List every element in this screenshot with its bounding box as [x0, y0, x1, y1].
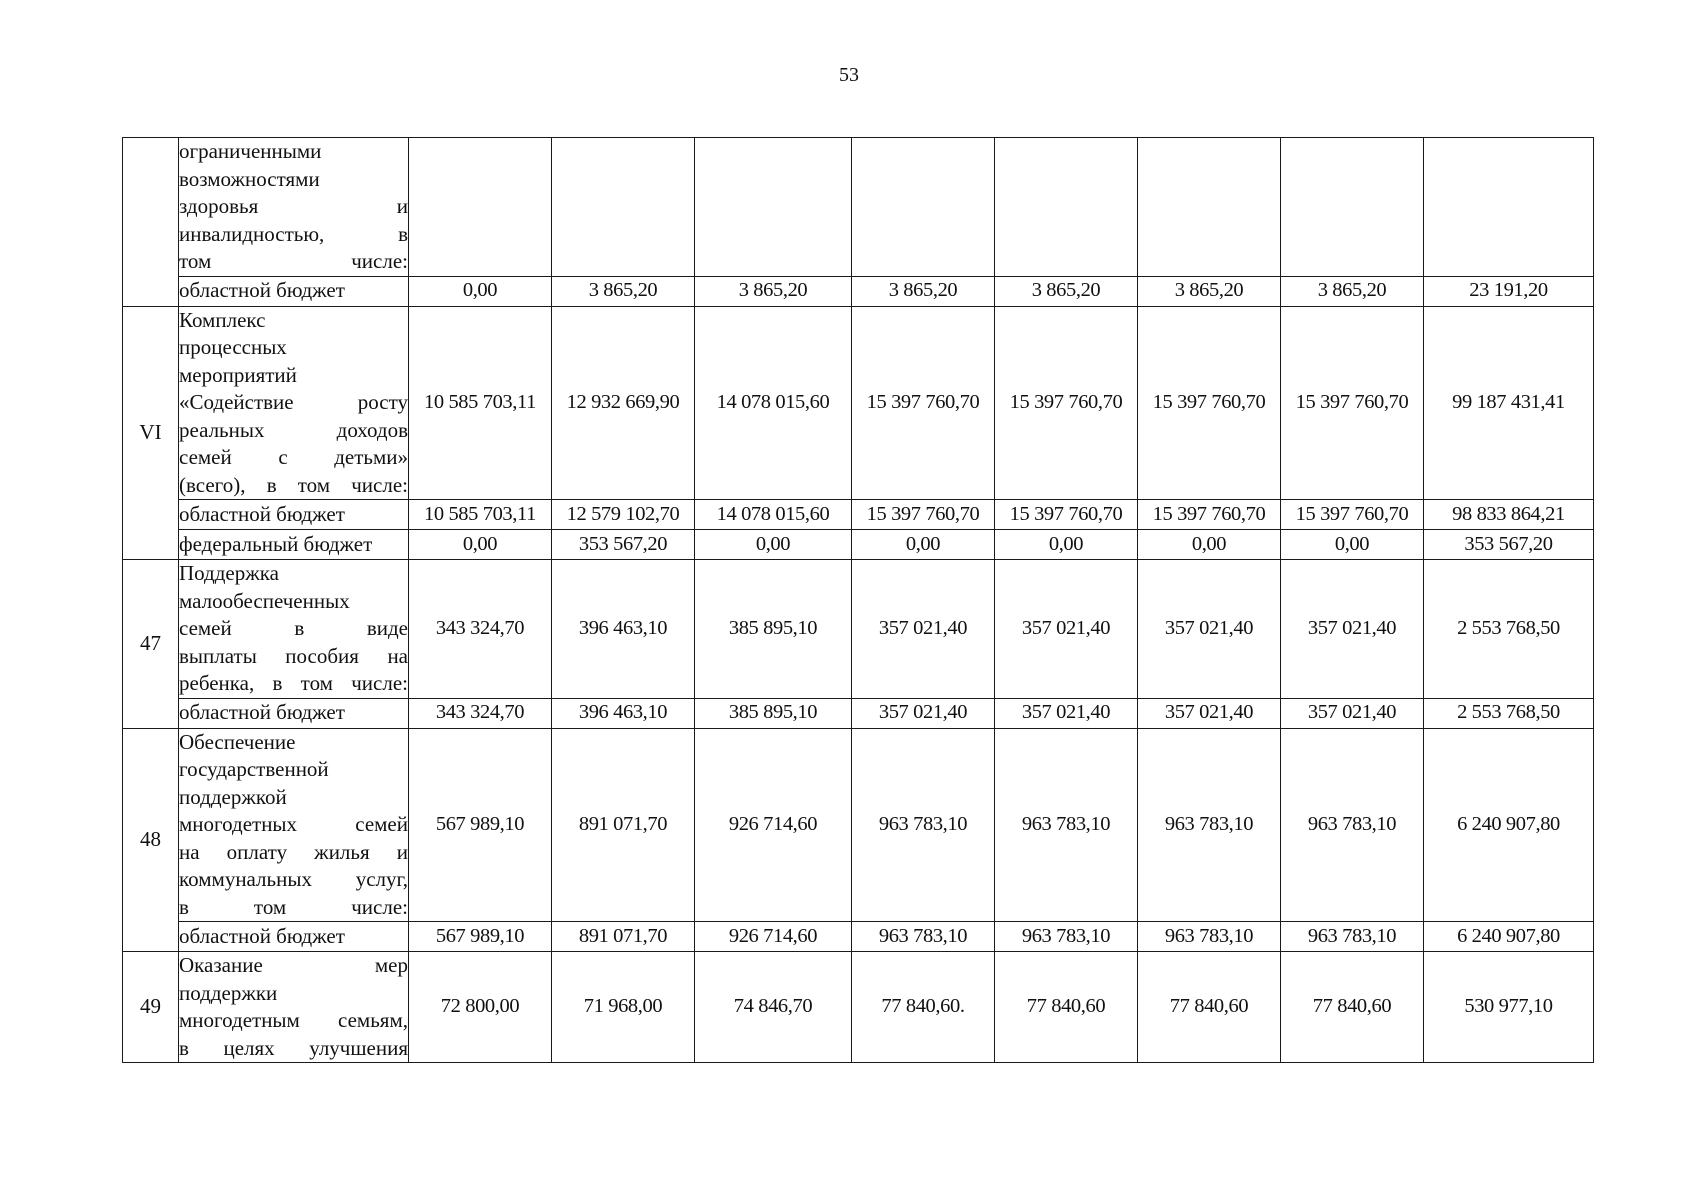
- amount-cell: 77 840,60.: [852, 952, 995, 1063]
- funding-source: областной бюджет: [179, 698, 409, 728]
- row-name-line: здоровья и: [179, 194, 408, 218]
- row-name-line: поддержкой: [179, 784, 287, 809]
- amount-cell: 0,00: [409, 276, 552, 306]
- amount-cell: 3 865,20: [1138, 276, 1281, 306]
- row-name-line: Обеспечение: [179, 729, 296, 754]
- amount-cell: 353 567,20: [552, 530, 695, 560]
- amount-cell: 396 463,10: [552, 560, 695, 699]
- amount-cell: 72 800,00: [409, 952, 552, 1063]
- row-name-line: Поддержка: [179, 561, 279, 585]
- row-name-line: семей в виде: [179, 616, 408, 640]
- amount-cell: 0,00: [995, 530, 1138, 560]
- amount-cell: 343 324,70: [409, 560, 552, 699]
- amount-cell: 12 579 102,70: [552, 500, 695, 530]
- amount-cell: 15 397 760,70: [995, 500, 1138, 530]
- amount-cell: 926 714,60: [695, 922, 852, 952]
- row-name-line: реальных доходов: [179, 417, 408, 442]
- amount-cell: 15 397 760,70: [1138, 500, 1281, 530]
- amount-cell: 2 553 768,50: [1424, 560, 1594, 699]
- page-number: 53: [839, 64, 859, 86]
- amount-cell: 963 783,10: [1138, 728, 1281, 922]
- amount-cell: 530 977,10: [1424, 952, 1594, 1063]
- amount-cell: 963 783,10: [1138, 922, 1281, 952]
- amount-cell: 357 021,40: [852, 560, 995, 699]
- table-subrow: [123, 500, 1594, 530]
- row-name: [179, 728, 409, 922]
- table-row: [123, 560, 1594, 699]
- amount-cell: 14 078 015,60: [695, 306, 852, 500]
- amount-cell: 15 397 760,70: [1138, 306, 1281, 500]
- amount-cell: [552, 138, 695, 277]
- row-name-line: инвалидностью, в: [179, 221, 408, 246]
- row-name-line: ограниченными: [179, 139, 322, 163]
- amount-cell: 3 865,20: [852, 276, 995, 306]
- amount-cell: 963 783,10: [852, 728, 995, 922]
- row-name-line: в том числе:: [179, 894, 408, 919]
- row-name-line: поддержки: [179, 980, 278, 1005]
- row-name-line: ребенка, в том числе:: [179, 671, 408, 695]
- amount-cell: [1138, 138, 1281, 277]
- amount-cell: [695, 138, 852, 277]
- funding-source: областной бюджет: [179, 500, 409, 530]
- row-name-line: семей с детьми»: [179, 445, 408, 469]
- amount-cell: 10 585 703,11: [409, 306, 552, 500]
- amount-cell: 357 021,40: [1138, 698, 1281, 728]
- table-subrow: [123, 698, 1594, 728]
- row-name: [179, 560, 409, 699]
- row-index: 49: [123, 952, 179, 1063]
- amount-cell: 926 714,60: [695, 728, 852, 922]
- amount-cell: 3 865,20: [1281, 276, 1424, 306]
- amount-cell: 6 240 907,80: [1424, 922, 1594, 952]
- amount-cell: 99 187 431,41: [1424, 306, 1594, 500]
- amount-cell: [995, 138, 1138, 277]
- amount-cell: 891 071,70: [552, 922, 695, 952]
- amount-cell: 0,00: [695, 530, 852, 560]
- amount-cell: 357 021,40: [1138, 560, 1281, 699]
- row-name-line: многодетным семьям,: [179, 1008, 408, 1032]
- amount-cell: 0,00: [852, 530, 995, 560]
- amount-cell: 15 397 760,70: [852, 500, 995, 530]
- amount-cell: 77 840,60: [995, 952, 1138, 1063]
- row-name-line: малообеспеченных: [179, 588, 350, 613]
- table-subrow: [123, 530, 1594, 560]
- amount-cell: 10 585 703,11: [409, 500, 552, 530]
- amount-cell: 385 895,10: [695, 560, 852, 699]
- amount-cell: 77 840,60: [1138, 952, 1281, 1063]
- amount-cell: 3 865,20: [995, 276, 1138, 306]
- amount-cell: 963 783,10: [1281, 922, 1424, 952]
- amount-cell: 963 783,10: [995, 728, 1138, 922]
- funding-source: областной бюджет: [179, 922, 409, 952]
- amount-cell: 357 021,40: [995, 560, 1138, 699]
- amount-cell: 891 071,70: [552, 728, 695, 922]
- amount-cell: [1281, 138, 1424, 277]
- amount-cell: 357 021,40: [852, 698, 995, 728]
- amount-cell: 3 865,20: [552, 276, 695, 306]
- amount-cell: 15 397 760,70: [852, 306, 995, 500]
- amount-cell: [852, 138, 995, 277]
- row-index: [123, 138, 179, 307]
- row-name-line: процессных: [179, 335, 287, 359]
- row-name: [179, 306, 409, 500]
- amount-cell: 567 989,10: [409, 922, 552, 952]
- amount-cell: 3 865,20: [695, 276, 852, 306]
- table-subrow: [123, 922, 1594, 952]
- row-name-line: том числе:: [179, 249, 408, 273]
- amount-cell: 15 397 760,70: [1281, 306, 1424, 500]
- amount-cell: 23 191,20: [1424, 276, 1594, 306]
- amount-cell: 14 078 015,60: [695, 500, 852, 530]
- row-name-line: (всего), в том числе:: [179, 472, 408, 497]
- amount-cell: 353 567,20: [1424, 530, 1594, 560]
- amount-cell: 0,00: [409, 530, 552, 560]
- amount-cell: 357 021,40: [995, 698, 1138, 728]
- table-subrow: [123, 276, 1594, 306]
- amount-cell: 963 783,10: [1281, 728, 1424, 922]
- row-name-line: мероприятий: [179, 362, 297, 387]
- row-index: 48: [123, 728, 179, 952]
- amount-cell: [1424, 138, 1594, 277]
- amount-cell: 77 840,60: [1281, 952, 1424, 1063]
- table-row: [123, 952, 1594, 1063]
- amount-cell: 71 968,00: [552, 952, 695, 1063]
- amount-cell: 357 021,40: [1281, 560, 1424, 699]
- funding-source: федеральный бюджет: [179, 530, 409, 560]
- table-row: [123, 138, 1594, 277]
- amount-cell: 343 324,70: [409, 698, 552, 728]
- row-name-line: многодетных семей: [179, 812, 408, 836]
- amount-cell: [409, 138, 552, 277]
- row-name: [179, 138, 409, 277]
- amount-cell: 385 895,10: [695, 698, 852, 728]
- row-index: VI: [123, 306, 179, 560]
- amount-cell: 98 833 864,21: [1424, 500, 1594, 530]
- amount-cell: 0,00: [1281, 530, 1424, 560]
- row-name-line: коммунальных услуг,: [179, 867, 408, 891]
- amount-cell: 0,00: [1138, 530, 1281, 560]
- row-name-line: Оказание мер: [179, 953, 408, 977]
- amount-cell: 357 021,40: [1281, 698, 1424, 728]
- row-name-line: выплаты пособия на: [179, 643, 408, 668]
- funding-source: областной бюджет: [179, 276, 409, 306]
- row-name: [179, 952, 409, 1063]
- amount-cell: 15 397 760,70: [1281, 500, 1424, 530]
- table-row: [123, 306, 1594, 500]
- row-name-line: возможностями: [179, 166, 320, 191]
- amount-cell: 6 240 907,80: [1424, 728, 1594, 922]
- amount-cell: 12 932 669,90: [552, 306, 695, 500]
- row-name-line: в целях улучшения: [179, 1035, 408, 1060]
- row-name-line: Комплекс: [179, 307, 266, 332]
- amount-cell: 2 553 768,50: [1424, 698, 1594, 728]
- table-row: [123, 728, 1594, 922]
- row-name-line: «Содействие росту: [179, 390, 408, 414]
- row-name-line: на оплату жилья и: [179, 839, 408, 864]
- row-name-line: государственной: [179, 757, 329, 781]
- row-index: 47: [123, 560, 179, 729]
- amount-cell: 396 463,10: [552, 698, 695, 728]
- amount-cell: 15 397 760,70: [995, 306, 1138, 500]
- amount-cell: 567 989,10: [409, 728, 552, 922]
- amount-cell: 963 783,10: [852, 922, 995, 952]
- amount-cell: 963 783,10: [995, 922, 1138, 952]
- budget-table: [122, 137, 1594, 1063]
- amount-cell: 74 846,70: [695, 952, 852, 1063]
